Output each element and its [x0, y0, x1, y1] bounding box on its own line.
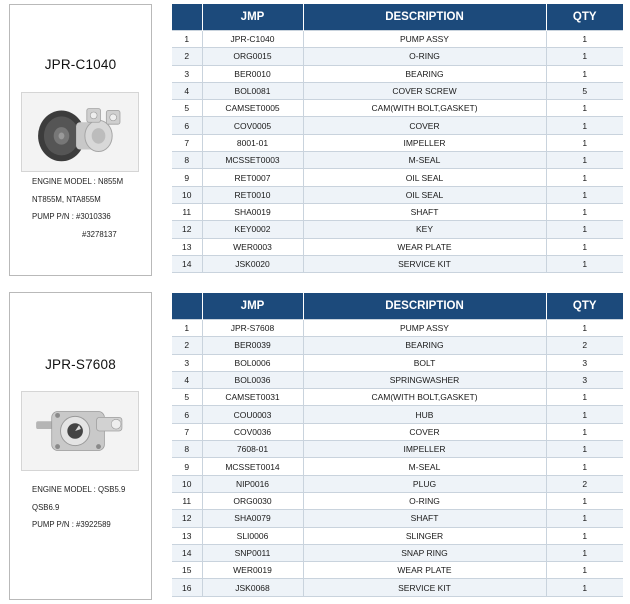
cell-jmp-code: RET0007 [202, 169, 303, 186]
cell-description: PUMP ASSY [303, 31, 546, 48]
cell-item-number: 5 [172, 389, 202, 406]
cell-quantity: 1 [546, 100, 623, 117]
cell-description: O-RING [303, 492, 546, 509]
cell-item-number: 11 [172, 203, 202, 220]
cell-item-number: 15 [172, 562, 202, 579]
cell-jmp-code: JPR-S7608 [202, 320, 303, 337]
cell-description: SHAFT [303, 203, 546, 220]
cell-item-number: 10 [172, 186, 202, 203]
cell-quantity: 1 [546, 134, 623, 151]
cell-item-number: 12 [172, 510, 202, 527]
cell-quantity: 1 [546, 562, 623, 579]
table-row [172, 221, 623, 238]
cell-jmp-code: JPR-C1040 [202, 31, 303, 48]
engine-model-line: ENGINE MODEL : QSB5.9 [32, 485, 126, 494]
cell-quantity: 1 [546, 510, 623, 527]
cell-description: SERVICE KIT [303, 579, 546, 596]
cell-jmp-code: ORG0030 [202, 492, 303, 509]
cell-jmp-code: BOL0006 [202, 354, 303, 371]
cell-description: BOLT [303, 354, 546, 371]
pump-part-number: PUMP P/N : #3010336 [32, 212, 111, 221]
engine-model-line-2: QSB6.9 [32, 502, 60, 512]
pump-model-title: JPR-C1040 [44, 57, 117, 72]
cell-item-number: 2 [172, 48, 202, 65]
table-row [172, 458, 623, 475]
cell-jmp-code: 7608-01 [202, 441, 303, 458]
table-row [172, 475, 623, 492]
parts-table-c1040 [172, 4, 623, 273]
cell-jmp-code: ORG0015 [202, 48, 303, 65]
cell-quantity: 3 [546, 371, 623, 388]
cell-description: O-RING [303, 48, 546, 65]
cell-item-number: 7 [172, 423, 202, 440]
cell-quantity: 1 [546, 441, 623, 458]
cell-jmp-code: BER0010 [202, 65, 303, 82]
table-row [172, 238, 623, 255]
cell-jmp-code: SHA0019 [202, 203, 303, 220]
cell-item-number: 14 [172, 255, 202, 272]
cell-quantity: 1 [546, 169, 623, 186]
cell-description: COVER [303, 423, 546, 440]
cell-quantity: 1 [546, 238, 623, 255]
cell-item-number: 6 [172, 117, 202, 134]
cell-jmp-code: KEY0002 [202, 221, 303, 238]
cell-item-number: 14 [172, 544, 202, 561]
header-qty: QTY [546, 4, 623, 31]
pump-part-number-2: #3278137 [82, 229, 117, 239]
table-row [172, 82, 623, 99]
pump-card-s7608 [9, 292, 152, 600]
cell-item-number: 6 [172, 406, 202, 423]
cell-quantity: 2 [546, 337, 623, 354]
cell-description: PLUG [303, 475, 546, 492]
cell-item-number: 9 [172, 458, 202, 475]
pump-image [22, 93, 138, 171]
table-row [172, 152, 623, 169]
table-row [172, 134, 623, 151]
cell-item-number: 3 [172, 354, 202, 371]
cell-quantity: 1 [546, 48, 623, 65]
cell-description: IMPELLER [303, 441, 546, 458]
cell-item-number: 16 [172, 579, 202, 596]
table-row [172, 406, 623, 423]
cell-quantity: 1 [546, 186, 623, 203]
cell-jmp-code: SLI0006 [202, 527, 303, 544]
table-row [172, 337, 623, 354]
cell-item-number: 7 [172, 134, 202, 151]
cell-jmp-code: MCSSET0014 [202, 458, 303, 475]
cell-jmp-code: CAMSET0005 [202, 100, 303, 117]
cell-description: BEARING [303, 65, 546, 82]
cell-item-number: 13 [172, 527, 202, 544]
cell-jmp-code: 8001-01 [202, 134, 303, 151]
cell-item-number: 10 [172, 475, 202, 492]
cell-description: SHAFT [303, 510, 546, 527]
cell-jmp-code: BOL0036 [202, 371, 303, 388]
cell-quantity: 1 [546, 31, 623, 48]
cell-quantity: 1 [546, 492, 623, 509]
cell-jmp-code: WER0003 [202, 238, 303, 255]
cell-quantity: 1 [546, 406, 623, 423]
table-row [172, 544, 623, 561]
cell-description: WEAR PLATE [303, 562, 546, 579]
table-row [172, 562, 623, 579]
cell-description: OIL SEAL [303, 186, 546, 203]
cell-item-number: 13 [172, 238, 202, 255]
cell-jmp-code: SHA0079 [202, 510, 303, 527]
cell-item-number: 11 [172, 492, 202, 509]
pump-model-title: JPR-S7608 [45, 357, 116, 372]
cell-description: SERVICE KIT [303, 255, 546, 272]
cell-jmp-code: BOL0081 [202, 82, 303, 99]
cell-description: BEARING [303, 337, 546, 354]
cell-description: IMPELLER [303, 134, 546, 151]
table-row [172, 169, 623, 186]
cell-description: WEAR PLATE [303, 238, 546, 255]
header-jmp: JMP [202, 293, 303, 320]
pump-photo [21, 391, 139, 471]
cell-jmp-code: BER0039 [202, 337, 303, 354]
cell-item-number: 8 [172, 441, 202, 458]
cell-jmp-code: JSK0068 [202, 579, 303, 596]
cell-quantity: 1 [546, 458, 623, 475]
cell-quantity: 2 [546, 475, 623, 492]
header-description: DESCRIPTION [303, 293, 546, 320]
cell-item-number: 1 [172, 320, 202, 337]
pump-image [22, 392, 138, 470]
cell-description: KEY [303, 221, 546, 238]
cell-description: CAM(WITH BOLT,GASKET) [303, 100, 546, 117]
cell-quantity: 5 [546, 82, 623, 99]
header-no [172, 293, 202, 320]
cell-quantity: 1 [546, 320, 623, 337]
cell-quantity: 1 [546, 117, 623, 134]
table-row [172, 492, 623, 509]
table-row [172, 441, 623, 458]
cell-quantity: 1 [546, 527, 623, 544]
cell-jmp-code: RET0010 [202, 186, 303, 203]
cell-jmp-code: COV0005 [202, 117, 303, 134]
cell-item-number: 12 [172, 221, 202, 238]
table-row [172, 389, 623, 406]
cell-description: M-SEAL [303, 458, 546, 475]
table-row [172, 255, 623, 272]
cell-quantity: 1 [546, 389, 623, 406]
cell-quantity: 1 [546, 423, 623, 440]
engine-model-line: ENGINE MODEL : N855M [32, 177, 124, 186]
table-row [172, 186, 623, 203]
cell-jmp-code: COV0036 [202, 423, 303, 440]
cell-jmp-code: JSK0020 [202, 255, 303, 272]
parts-table-s7608 [172, 293, 623, 597]
cell-jmp-code: NIP0016 [202, 475, 303, 492]
cell-item-number: 1 [172, 31, 202, 48]
table-row [172, 320, 623, 337]
engine-model-line-2: NT855M, NTA855M [32, 194, 101, 204]
cell-quantity: 1 [546, 65, 623, 82]
cell-jmp-code: COU0003 [202, 406, 303, 423]
table-row [172, 579, 623, 596]
cell-jmp-code: SNP0011 [202, 544, 303, 561]
cell-description: COVER SCREW [303, 82, 546, 99]
cell-jmp-code: CAMSET0031 [202, 389, 303, 406]
table-row [172, 510, 623, 527]
cell-item-number: 8 [172, 152, 202, 169]
cell-description: M-SEAL [303, 152, 546, 169]
cell-jmp-code: MCSSET0003 [202, 152, 303, 169]
cell-quantity: 1 [546, 221, 623, 238]
table-row [172, 527, 623, 544]
cell-quantity: 3 [546, 354, 623, 371]
pump-photo [21, 92, 139, 172]
table-row [172, 100, 623, 117]
header-qty: QTY [546, 293, 623, 320]
cell-item-number: 4 [172, 371, 202, 388]
cell-description: OIL SEAL [303, 169, 546, 186]
cell-item-number: 9 [172, 169, 202, 186]
cell-description: PUMP ASSY [303, 320, 546, 337]
cell-item-number: 5 [172, 100, 202, 117]
cell-description: HUB [303, 406, 546, 423]
cell-quantity: 1 [546, 544, 623, 561]
table-row [172, 371, 623, 388]
cell-description: SPRINGWASHER [303, 371, 546, 388]
cell-item-number: 3 [172, 65, 202, 82]
header-description: DESCRIPTION [303, 4, 546, 31]
pump-card-c1040 [9, 4, 152, 276]
table-row [172, 31, 623, 48]
table-row [172, 117, 623, 134]
cell-item-number: 4 [172, 82, 202, 99]
cell-quantity: 1 [546, 203, 623, 220]
table-row [172, 423, 623, 440]
table-header-row [172, 4, 623, 31]
cell-description: SNAP RING [303, 544, 546, 561]
table-row [172, 48, 623, 65]
pump-part-number: PUMP P/N : #3922589 [32, 520, 111, 529]
cell-description: CAM(WITH BOLT,GASKET) [303, 389, 546, 406]
table-row [172, 65, 623, 82]
cell-item-number: 2 [172, 337, 202, 354]
pump-info [32, 481, 125, 534]
header-jmp: JMP [202, 4, 303, 31]
cell-description: SLINGER [303, 527, 546, 544]
table-header-row [172, 293, 623, 320]
table-row [172, 203, 623, 220]
pump-info [32, 173, 123, 243]
cell-quantity: 1 [546, 579, 623, 596]
header-no [172, 4, 202, 31]
cell-quantity: 1 [546, 152, 623, 169]
cell-jmp-code: WER0019 [202, 562, 303, 579]
table-row [172, 354, 623, 371]
cell-description: COVER [303, 117, 546, 134]
cell-quantity: 1 [546, 255, 623, 272]
